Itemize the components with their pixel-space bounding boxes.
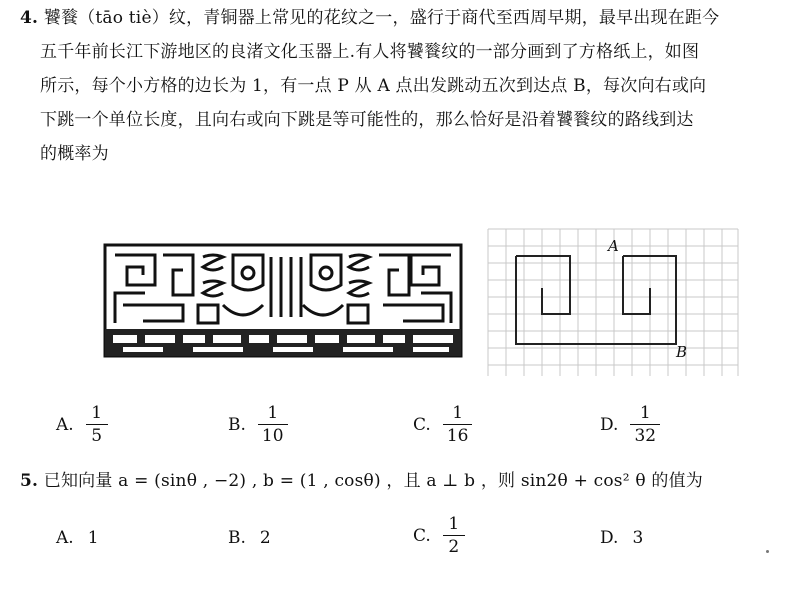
q5-option-c-letter: C.: [413, 525, 431, 546]
q5-option-c[interactable]: [413, 514, 463, 557]
fraction-denominator: 2: [448, 537, 460, 557]
q4-option-b-letter: B.: [228, 414, 246, 435]
taotie-pattern-image: [103, 243, 463, 358]
point-a-label: A: [608, 237, 619, 255]
fraction-numerator: 1: [448, 514, 460, 534]
q5-option-c-fraction: [445, 514, 463, 557]
q4-text-line-4: 下跳一个单位长度，且向右或向下跳是等可能性的，那么恰好是沿着饕餮纹的路线到达: [40, 110, 694, 130]
stray-dot: [766, 550, 769, 553]
fraction-denominator: 16: [446, 426, 469, 446]
q5-option-b-value: 2: [259, 528, 271, 548]
q4-option-c-letter: C.: [413, 414, 431, 435]
q4-text-line-2: 五千年前长江下游地区的良渚文化玉器上.有人将饕餮纹的一部分画到了方格纸上，如图: [40, 42, 700, 62]
q5-option-d[interactable]: [600, 528, 643, 548]
point-b-label: B: [676, 343, 688, 361]
fraction-denominator: 10: [261, 426, 284, 446]
fraction-denominator: 5: [91, 426, 103, 446]
q5-option-a[interactable]: [56, 528, 99, 548]
q5-option-d-letter: D.: [600, 528, 619, 548]
q5-option-b[interactable]: [228, 528, 271, 548]
fraction-numerator: 1: [452, 403, 464, 423]
q5-text: 已知向量 a = (sinθ , −2) , b = (1 , cosθ) ，且 a ⊥ b ，则 sin2θ + cos² θ 的值为: [43, 471, 703, 491]
q4-option-d-fraction: [632, 403, 658, 446]
q5-number: 5.: [20, 471, 39, 491]
q5-line: [20, 466, 703, 496]
q4-number: 4.: [20, 8, 39, 28]
q4-option-d-letter: D.: [600, 414, 619, 435]
q4-text-line-1: 饕餮（tāo tiè）纹，青铜器上常见的花纹之一，盛行于商代至西周早期，最早出现在距今: [43, 8, 720, 28]
fraction-numerator: 1: [91, 403, 103, 423]
q4-option-a-letter: A.: [56, 414, 74, 435]
q4-option-c-fraction: [445, 403, 471, 446]
q4-line-1: [20, 3, 719, 33]
q5-option-a-value: 1: [87, 528, 99, 548]
q5-option-a-letter: A.: [56, 528, 74, 548]
fraction-numerator: 1: [267, 403, 279, 423]
q4-text-line-5: 的概率为: [40, 144, 109, 164]
q4-option-c[interactable]: [413, 403, 470, 446]
q4-option-a[interactable]: [56, 403, 106, 446]
grid-path-figure: [486, 226, 740, 378]
q4-option-d[interactable]: [600, 403, 658, 446]
q4-option-a-fraction: [88, 403, 106, 446]
q4-option-b[interactable]: [228, 403, 286, 446]
fraction-numerator: 1: [639, 403, 651, 423]
fraction-denominator: 32: [634, 426, 657, 446]
q5-option-d-value: 3: [632, 528, 644, 548]
q4-text-line-3: 所示，每个小方格的边长为 1，有一点 P 从 A 点出发跳动五次到达点 B，每次向右或向: [40, 76, 707, 96]
q4-option-b-fraction: [260, 403, 286, 446]
q5-option-b-letter: B.: [228, 528, 246, 548]
